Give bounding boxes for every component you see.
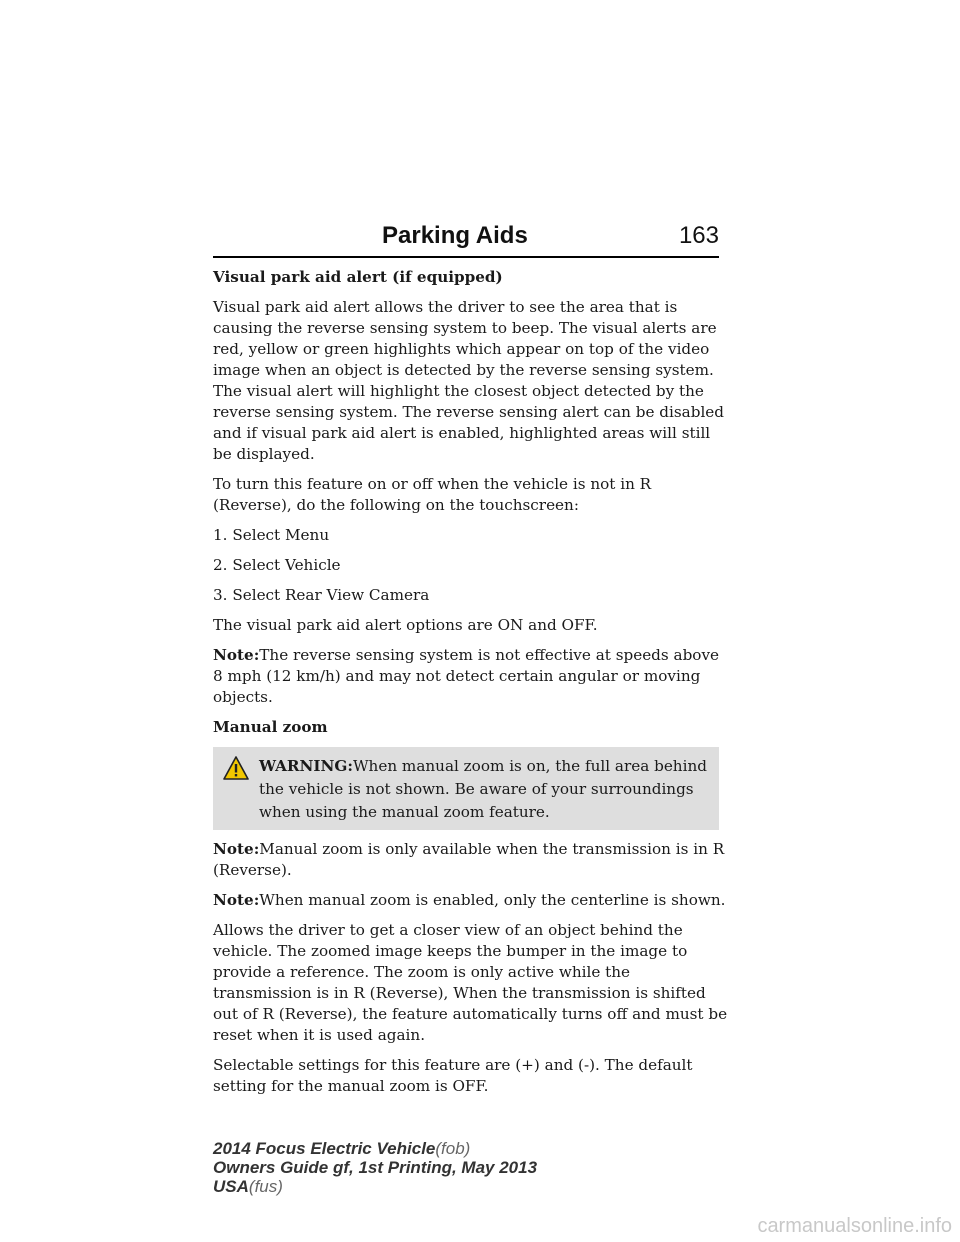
zoom-description: Allows the driver to get a closer view of an object behind the vehicle. The zoomed image keeps the bumper in the image to provide a reference. The zoom is only active while the transmission is in R (Reverse), When the transmission is shifted out of R (Reverse), the feature automatically turns off and must be reset when it is used again. <box>213 921 728 1044</box>
note-text: When manual zoom is enabled, only the centerline is shown. <box>259 891 726 909</box>
visual-alert-heading: Visual park aid alert (if equipped) <box>213 268 503 286</box>
note-text: Manual zoom is only available when the transmission is in R (Reverse). <box>213 840 725 879</box>
watermark: carmanualsonline.info <box>757 1215 952 1237</box>
footer-region: USA <box>213 1177 249 1196</box>
note-label: Note: <box>213 840 260 858</box>
reverse-sensing-note <box>213 645 728 708</box>
note-text: The reverse sensing system is not effective at speeds above 8 mph (12 km/h) and may not detect certain angular or moving objects. <box>213 646 720 706</box>
step-3: 3. Select Rear View Camera <box>213 586 430 604</box>
warning-triangle-icon <box>223 756 249 780</box>
footer-vehicle-code: (fob) <box>435 1139 471 1158</box>
document-footer <box>213 1139 537 1196</box>
footer-line-2: Owners Guide gf, 1st Printing, May 2013 <box>213 1158 538 1177</box>
footer-line-1 <box>213 1139 537 1158</box>
centerline-note <box>213 890 728 911</box>
warning-box <box>213 747 719 830</box>
warning-text-block <box>213 755 719 824</box>
page-header <box>213 222 719 258</box>
step-1: 1. Select Menu <box>213 526 330 544</box>
warning-label: WARNING: <box>259 757 353 775</box>
section-title: Parking Aids <box>382 222 528 249</box>
visual-alert-paragraph: Visual park aid alert allows the driver to see the area that is causing the reverse sensing system to beep. The visual alerts are red, yellow or green highlights which appear on top of the video image when an object is detected by the reverse sensing system. The visual alert will highlight the closest object detected by the reverse sensing system. The reverse sensing alert can be disabled and if visual park aid alert is enabled, highlighted areas will still be displayed. <box>213 298 725 463</box>
footer-line-3 <box>213 1177 537 1196</box>
warning-text: When manual zoom is on, the full area behind the vehicle is not shown. Be aware of your surroundings when using the manual zoom feature. <box>259 757 707 821</box>
manual-zoom-heading: Manual zoom <box>213 718 328 736</box>
zoom-settings: Selectable settings for this feature are (+) and (-). The default setting for the manual zoom is OFF. <box>213 1056 693 1095</box>
toggle-instructions: To turn this feature on or off when the vehicle is not in R (Reverse), do the following on the touchscreen: <box>213 475 652 514</box>
page-number: 163 <box>678 222 719 249</box>
step-2: 2. Select Vehicle <box>213 556 341 574</box>
footer-region-code: (fus) <box>248 1177 283 1196</box>
main-content <box>213 267 728 1106</box>
note-label: Note: <box>213 646 260 664</box>
options-text: The visual park aid alert options are ON and OFF. <box>213 616 598 634</box>
footer-vehicle: 2014 Focus Electric Vehicle <box>213 1139 436 1158</box>
note-label: Note: <box>213 891 260 909</box>
zoom-availability-note <box>213 839 728 881</box>
